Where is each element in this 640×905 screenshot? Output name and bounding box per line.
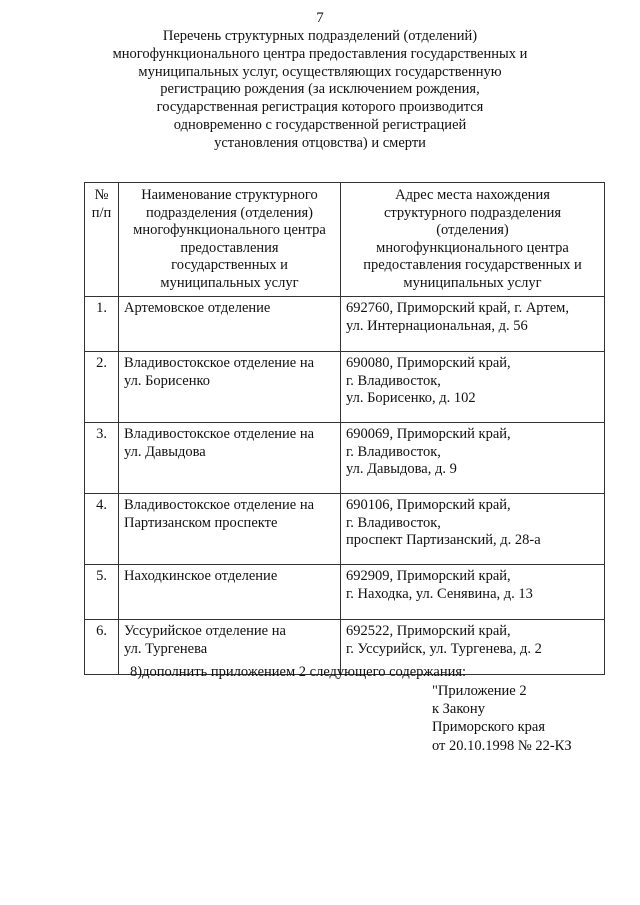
table-row (85, 565, 605, 620)
table-row (85, 297, 605, 352)
title-line: регистрацию рождения (за исключением рождения, (160, 81, 480, 98)
header-name: Наименование структурного подразделения (отделения) многофункционального центра предоставления государственных и муниципальных услуг (119, 183, 341, 297)
row-address: 690106, Приморский край, г. Владивосток, проспект Партизанский, д. 28-а (341, 494, 605, 565)
row-name: Артемовское отделение (119, 297, 341, 352)
row-num: 3. (85, 423, 119, 494)
document-title (70, 28, 570, 153)
title-line: установления отцовства) и смерти (214, 134, 426, 151)
header-address: Адрес места нахождения структурного подразделения (отделения) многофункционального центра предоставления государственных и муниципальных услуг (341, 183, 605, 297)
row-num: 2. (85, 352, 119, 423)
appendix-line: "Приложение 2 (432, 683, 527, 699)
row-address: 692760, Приморский край, г. Артем, ул. Интернациональная, д. 56 (341, 297, 605, 352)
row-address: 690080, Приморский край, г. Владивосток, ул. Борисенко, д. 102 (341, 352, 605, 423)
table-row (85, 494, 605, 565)
units-table (84, 182, 605, 675)
row-name: Владивостокское отделение на Партизанском проспекте (119, 494, 341, 565)
header-num: № п/п (85, 183, 119, 297)
appendix-heading (432, 682, 572, 755)
row-num: 5. (85, 565, 119, 620)
table-header-row (85, 183, 605, 297)
row-name: Уссурийское отделение на ул. Тургенева (119, 620, 341, 675)
table-row (85, 352, 605, 423)
amendment-text: 8)дополнить приложением 2 следующего содержания: (130, 664, 467, 680)
title-line: одновременно с государственной регистрацией (173, 116, 467, 133)
row-address: 692909, Приморский край, г. Находка, ул. Сенявина, д. 13 (341, 565, 605, 620)
row-address: 692522, Приморский край, г. Уссурийск, ул. Тургенева, д. 2 (341, 620, 605, 675)
title-line: многофункционального центра предоставления государственных и (112, 45, 528, 62)
table-row (85, 423, 605, 494)
appendix-line: к Закону (432, 701, 485, 718)
row-name: Владивостокское отделение на ул. Борисенко (119, 352, 341, 423)
title-line: Перечень структурных подразделений (отделений) (162, 28, 478, 44)
row-name: Находкинское отделение (119, 565, 341, 620)
row-num: 4. (85, 494, 119, 565)
title-line: государственная регистрация которого производится (156, 99, 484, 116)
row-name: Владивостокское отделение на ул. Давыдова (119, 423, 341, 494)
appendix-line: Приморского края (432, 719, 546, 736)
row-num: 1. (85, 297, 119, 352)
title-line: муниципальных услуг, осуществляющих государственную (138, 63, 502, 80)
row-num: 6. (85, 620, 119, 675)
row-address: 690069, Приморский край, г. Владивосток, ул. Давыдова, д. 9 (341, 423, 605, 494)
page-number: 7 (316, 10, 324, 26)
appendix-line: от 20.10.1998 № 22-КЗ (432, 737, 572, 754)
